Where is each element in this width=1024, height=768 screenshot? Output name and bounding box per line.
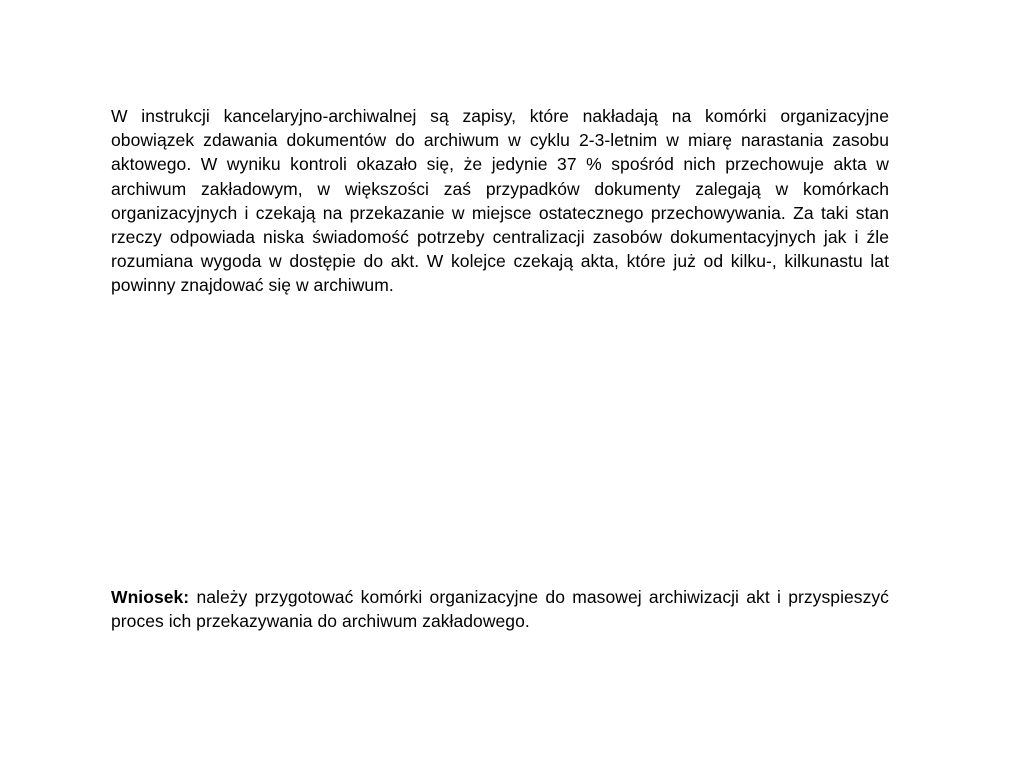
main-paragraph: W instrukcji kancelaryjno-archiwalnej są zapisy, które nakładają na komórki organizacyjne obowiązek zdawania dokumentów do archiwum w cyklu 2-3-letnim w miarę narastania zasobu aktowego. W wyniku kontroli okazało się, że jedynie 37 % spośród nich przechowuje akta w archiwum zakładowym, w większości zaś przypadków dokumenty zalegają w komórkach organizacyjnych i czekają na przekazanie w miejsce ostatecznego przechowywania. Za taki stan rzeczy odpowiada niska świadomość potrzeby centralizacji zasobów dokumentacyjnych jak i źle rozumiana wygoda w dostępie do akt. W kolejce czekają akta, które już od kilku-, kilkunastu lat powinny znajdować się w archiwum. — [111, 106, 889, 296]
conclusion-text: należy przygotować komórki organizacyjne do masowej archiwizacji akt i przyspieszyć proces ich przekazywania do archiwum zakładowego. — [111, 587, 889, 632]
conclusion-label: Wniosek: — [111, 587, 190, 607]
conclusion-paragraph — [111, 585, 889, 633]
